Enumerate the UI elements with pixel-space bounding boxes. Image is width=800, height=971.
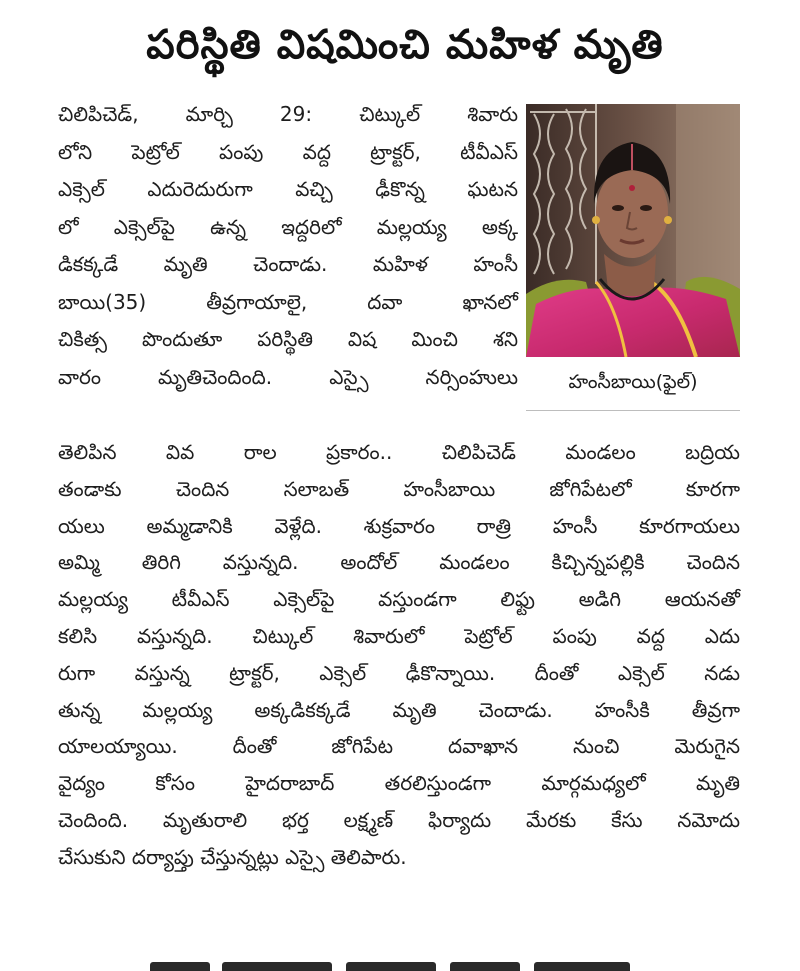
article-body-left-column (58, 96, 518, 396)
body-line: లో ఎక్సెల్‌పై ఉన్న ఇద్దరిలో మల్లయ్య అక్క (58, 214, 518, 239)
article-body-full-width (58, 434, 740, 876)
body-line: లోని పెట్రోల్ పంపు వద్ద ట్రాక్టర్, టీవీఎస్ (58, 139, 518, 164)
body-line: వైద్యం కోసం హైదరాబాద్ తరలిస్తుండగా మార్గమధ్యలో మృతి (58, 771, 740, 796)
article-headline: పరిస్థితి విషమించి మహిళ మృతి (146, 22, 664, 68)
caption-divider (526, 410, 740, 411)
body-line: మల్లయ్య టీవీఎస్ ఎక్సెల్‌పై వస్తుండగా లిఫ్టు అడిగి ఆయనతో (58, 587, 740, 612)
body-line: తెలిపిన వివ రాల ప్రకారం.. చిలిపిచెడ్ మండలం బద్రియ (58, 440, 740, 464)
body-line: యాలయ్యాయి. దీంతో జోగిపేట దవాఖాన నుంచి మెరుగైన (58, 734, 740, 759)
body-line: డికక్కడే మృతి చెందాడు. మహిళ హంసీ (58, 252, 518, 276)
body-line: అమ్మి తిరిగి వస్తున్నది. అందోల్ మండలం కిచ్చిన్నపల్లికి చెందిన (58, 550, 740, 575)
body-line: ఎక్సెల్ ఎదురెదురుగా వచ్చి ఢీకొన్న ఘటన (58, 177, 518, 201)
next-headline-cropped (150, 956, 650, 971)
photo-caption: హంసీబాయి(ఫైల్) (568, 371, 698, 393)
portrait-photo-icon (526, 104, 740, 357)
portrait-photo (526, 104, 740, 357)
body-line: కలిసి వస్తున్నది. చిట్కుల్ శివారులో పెట్రోల్ పంపు వద్ద ఎదు (58, 623, 740, 648)
body-line: వారం మృతిచెందింది. ఎస్సై నర్సింహులు (58, 364, 518, 389)
body-line: చికిత్స పొందుతూ పరిస్థితి విష మించి శని (58, 327, 518, 351)
body-line: రుగా వస్తున్న ట్రాక్టర్, ఎక్సెల్ ఢీకొన్నాయి. దీంతో ఎక్సెల్ నడు (58, 660, 740, 685)
body-line: చిలిపిచెడ్, మార్చి 29: చిట్కుల్ శివారు (58, 102, 518, 126)
body-line: చేసుకుని దర్యాప్తు చేస్తున్నట్లు ఎస్సై తెలిపారు. (58, 844, 407, 869)
body-line: తండాకు చెందిన సలాబత్ హంసీబాయి జోగిపేటలో కూరగా (58, 476, 740, 501)
body-line: యలు అమ్మడానికి వెళ్లేది. శుక్రవారం రాత్రి హంసీ కూరగాయలు (58, 513, 740, 538)
body-line: తున్న మల్లయ్య అక్కడికక్కడే మృతి చెందాడు. హంసీకి తీవ్రగా (58, 697, 740, 722)
body-line: బాయి(35) తీవ్రగాయాలై, దవా ఖానలో (58, 289, 518, 314)
body-line: చెందింది. మృతురాలి భర్త లక్ష్మణ్ ఫిర్యాదు మేరకు కేసు నమోదు (58, 807, 740, 832)
